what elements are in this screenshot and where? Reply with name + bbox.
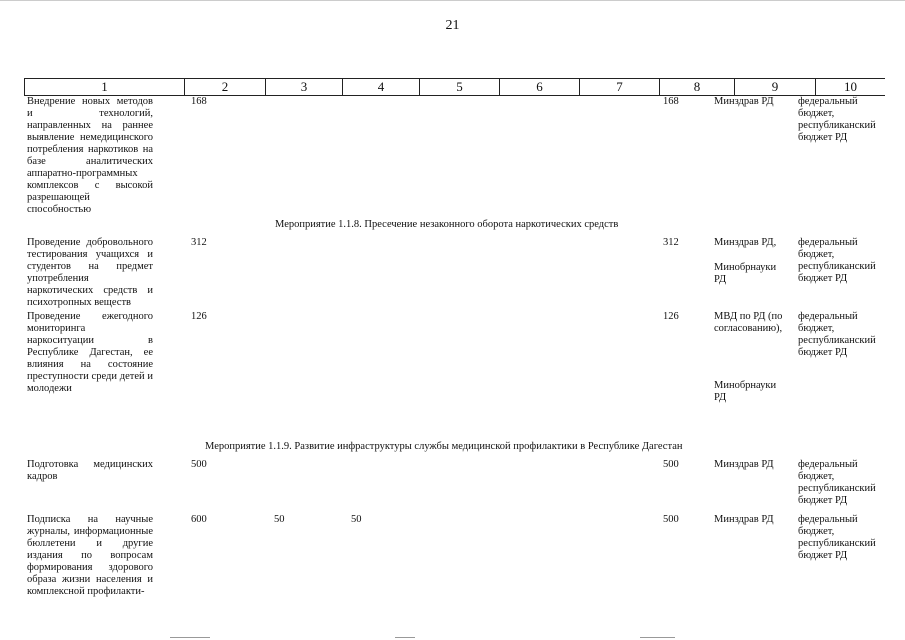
scan-mark (0, 0, 905, 1)
row-col-8: 500 (663, 459, 679, 470)
row-executor: МВД по РД (по согласованию), (714, 311, 783, 334)
row-col-8: 168 (663, 96, 679, 107)
scan-mark (170, 637, 210, 638)
row-col-8: 312 (663, 237, 679, 248)
row-source: федеральный бюджет, республиканский бюджет РД (798, 514, 876, 561)
page-number: 21 (445, 18, 460, 33)
row-name: Подготовка медицинских кадров (27, 459, 153, 482)
header-col-9: 9 (735, 79, 816, 95)
row-col-2: 126 (191, 311, 207, 322)
section-title: Мероприятие 1.1.9. Развитие инфраструктуры службы медицинской профилактики в Республике Дагестан (205, 441, 683, 452)
row-name: Проведение добровольного тестирования учащихся и студентов на предмет употребления наркотических средств и психотропных веществ (27, 237, 153, 308)
header-col-2: 2 (185, 79, 266, 95)
row-col-2: 312 (191, 237, 207, 248)
row-name: Проведение ежегодного мониторинга наркоситуации в Республике Дагестан, ее влияния на состояние преступности среди детей и молодежи (27, 311, 153, 394)
row-executor: Минобрнауки РД (714, 380, 777, 403)
row-source: федеральный бюджет, республиканский бюджет РД (798, 311, 876, 358)
row-col-2: 500 (191, 459, 207, 470)
row-executor: Минздрав РД (714, 459, 774, 470)
header-col-8: 8 (660, 79, 735, 95)
header-col-3: 3 (266, 79, 343, 95)
row-executor: Минздрав РД (714, 96, 774, 107)
row-col-4: 50 (351, 514, 362, 525)
row-name: Подписка на научные журналы, информационные бюллетени и другие издания по вопросам формирования здорового образа жизни населения и комплексной профилакти- (27, 514, 153, 597)
table-header (24, 78, 885, 96)
row-col-3: 50 (274, 514, 285, 525)
row-executor: Минздрав РД, (714, 237, 777, 248)
scan-mark (395, 637, 415, 638)
header-col-10: 10 (844, 79, 857, 94)
row-col-2: 600 (191, 514, 207, 525)
section-title: Мероприятие 1.1.8. Пресечение незаконного оборота наркотических средств (275, 219, 619, 230)
header-col-4: 4 (343, 79, 420, 95)
row-name: Внедрение новых методов и технологий, направленных на раннее выявление немедицинского потребления наркотиков на базе аналитических аппаратно-программных комплексов с высокой разрешающей способностью (27, 96, 153, 215)
row-col-8: 500 (663, 514, 679, 525)
header-col-7: 7 (580, 79, 660, 95)
scan-mark (640, 637, 675, 638)
row-col-8: 126 (663, 311, 679, 322)
row-executor: Минздрав РД (714, 514, 774, 525)
row-executor: Минобрнауки РД (714, 262, 777, 285)
row-source: федеральный бюджет, республиканский бюджет РД (798, 237, 876, 284)
header-col-5: 5 (420, 79, 500, 95)
header-col-1: 1 (25, 79, 185, 95)
row-source: федеральный бюджет, республиканский бюджет РД (798, 96, 876, 143)
row-source: федеральный бюджет, республиканский бюджет РД (798, 459, 876, 506)
header-col-6: 6 (500, 79, 580, 95)
row-col-2: 168 (191, 96, 207, 107)
